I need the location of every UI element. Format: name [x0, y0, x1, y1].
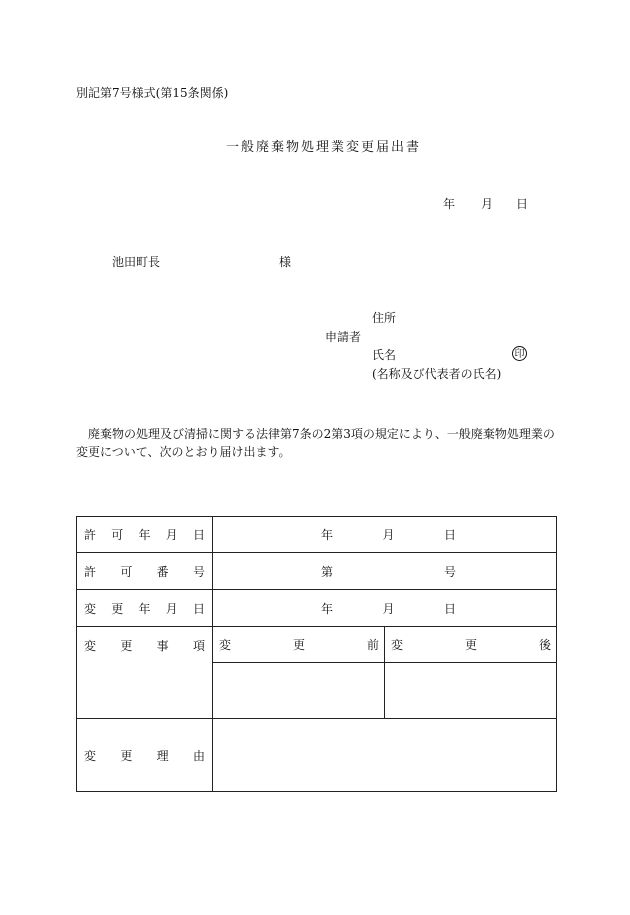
label-cell: [77, 517, 213, 553]
label-char: 可: [120, 564, 133, 579]
label-char: 許: [84, 528, 97, 542]
table-row: [77, 719, 557, 792]
label-cell: [77, 590, 213, 627]
label-char: 年: [138, 528, 151, 542]
label-char: 可: [111, 528, 124, 542]
label-char: 許: [84, 564, 97, 579]
change-date-value[interactable]: [213, 590, 557, 627]
table-row: [77, 517, 557, 553]
label-char: 号: [192, 564, 205, 579]
after-value[interactable]: [385, 663, 557, 719]
label-char: 前: [366, 638, 379, 652]
after-header: [385, 627, 557, 663]
label-char: 更: [111, 601, 124, 616]
label-char: 更: [120, 639, 133, 653]
value-char: 月: [382, 528, 395, 542]
label-char: 番: [156, 564, 169, 579]
permit-number-value[interactable]: [213, 553, 557, 590]
reason-value[interactable]: [213, 719, 557, 792]
label-char: 月: [165, 528, 178, 542]
label-char: 更: [120, 748, 133, 763]
value-char: 日: [443, 528, 456, 542]
date-day: 日: [516, 197, 529, 211]
label-char: 月: [165, 601, 178, 616]
label-cell: [77, 553, 213, 590]
label-cell: [77, 627, 213, 719]
value-char: 月: [382, 601, 395, 616]
value-char: 年: [321, 601, 334, 616]
label-char: 日: [192, 528, 205, 542]
label-char: 項: [192, 639, 205, 653]
value-char: 日: [443, 601, 456, 616]
value-char: 号: [443, 564, 456, 579]
date-year: 年: [443, 197, 456, 211]
name-note: (名称及び代表者の氏名): [372, 367, 502, 381]
label-char: 後: [538, 638, 551, 652]
notification-table: [76, 516, 557, 792]
body-text: 廃棄物の処理及び清掃に関する法律第7条の2第3項の規定により、一般廃棄物処理業の変更について、次のとおり届け出ます。: [76, 427, 555, 459]
value-char: 年: [321, 528, 334, 542]
permit-date-value[interactable]: [213, 517, 557, 553]
label-char: 日: [192, 601, 205, 616]
seal-mark: 印: [512, 346, 527, 361]
before-header: [213, 627, 385, 663]
label-cell: [77, 719, 213, 792]
label-char: 変: [84, 639, 97, 653]
table-row: [77, 590, 557, 627]
table-row: [77, 627, 557, 663]
label-char: 変: [391, 638, 404, 652]
applicant-label: 申請者: [325, 330, 362, 344]
label-char: 更: [464, 638, 477, 652]
label-char: 更: [292, 638, 305, 652]
value-char: 第: [321, 564, 334, 579]
address-label: 住所: [372, 311, 397, 325]
addressee-name: 池田町長: [112, 255, 161, 269]
addressee-honorific: 様: [279, 255, 292, 269]
label-char: 変: [219, 638, 232, 652]
before-value[interactable]: [213, 663, 385, 719]
name-label: 氏名: [372, 348, 397, 362]
date-month: 月: [481, 197, 494, 211]
page-title: 一般廃棄物処理業変更届出書: [226, 140, 422, 155]
form-id: 別記第7号様式(第15条関係): [76, 86, 229, 100]
table-row: [77, 553, 557, 590]
label-char: 年: [138, 601, 151, 616]
label-char: 理: [156, 748, 169, 763]
label-char: 事: [156, 639, 169, 653]
label-char: 変: [84, 748, 97, 763]
label-char: 由: [192, 748, 205, 763]
label-char: 変: [84, 601, 97, 616]
